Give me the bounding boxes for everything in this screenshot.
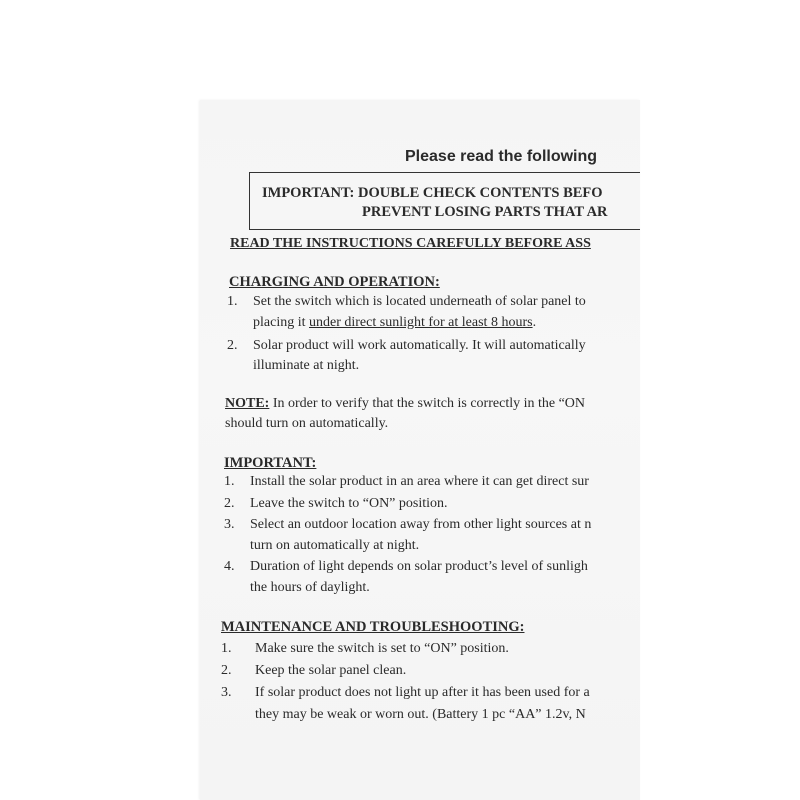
important-box-line-2: PREVENT LOSING PARTS THAT AR: [362, 204, 608, 220]
important-item-2-number: 2.: [224, 496, 235, 511]
important-item-4-line-1: Duration of light depends on solar product’s level of sunligh: [250, 559, 588, 574]
read-instructions-heading: READ THE INSTRUCTIONS CAREFULLY BEFORE ASS: [230, 236, 591, 251]
charging-item-2-number: 2.: [227, 338, 238, 353]
sunlight-emphasis: under direct sunlight for at least 8 hours: [309, 315, 533, 330]
important-item-2-line-1: Leave the switch to “ON” position.: [250, 496, 448, 511]
maintenance-item-2-line-1: Keep the solar panel clean.: [255, 663, 407, 678]
maintenance-item-2-number: 2.: [221, 663, 232, 678]
important-item-4-number: 4.: [224, 559, 235, 574]
important-item-1-line-1: Install the solar product in an area where it can get direct sur: [250, 474, 589, 489]
important-item-4-line-2: the hours of daylight.: [250, 580, 370, 595]
maintenance-item-3-line-1: If solar product does not light up after it has been used for a: [255, 685, 590, 700]
charging-item-2-line-1: Solar product will work automatically. It will automatically: [253, 338, 586, 353]
maintenance-item-3-line-2: they may be weak or worn out. (Battery 1 pc “AA” 1.2v, N: [255, 707, 586, 722]
important-heading: IMPORTANT:: [224, 455, 317, 471]
maintenance-item-1-line-1: Make sure the switch is set to “ON” position.: [255, 641, 509, 656]
important-item-3-line-1: Select an outdoor location away from other light sources at n: [250, 517, 592, 532]
maintenance-item-1-number: 1.: [221, 641, 232, 656]
charging-item-2-line-2: illuminate at night.: [253, 358, 360, 373]
document-title: Please read the following: [405, 148, 598, 165]
maintenance-heading: MAINTENANCE AND TROUBLESHOOTING:: [221, 619, 525, 635]
charging-heading: CHARGING AND OPERATION:: [229, 274, 440, 290]
note-line-2: should turn on automatically.: [225, 416, 389, 431]
important-box-line-1: IMPORTANT: DOUBLE CHECK CONTENTS BEFO: [262, 185, 603, 201]
important-item-1-number: 1.: [224, 474, 235, 489]
charging-item-1-line-1: Set the switch which is located underneath of solar panel to: [253, 294, 586, 309]
note-label: NOTE:: [225, 396, 270, 411]
charging-item-1-number: 1.: [227, 294, 238, 309]
instruction-sheet: [200, 100, 640, 800]
note-line-1: NOTE: In order to verify that the switch is correctly in the “ON: [225, 396, 586, 411]
important-item-3-line-2: turn on automatically at night.: [250, 538, 420, 553]
important-item-3-number: 3.: [224, 517, 235, 532]
maintenance-item-3-number: 3.: [221, 685, 232, 700]
charging-item-1-line-2: placing it under direct sunlight for at least 8 hours.: [253, 315, 537, 330]
